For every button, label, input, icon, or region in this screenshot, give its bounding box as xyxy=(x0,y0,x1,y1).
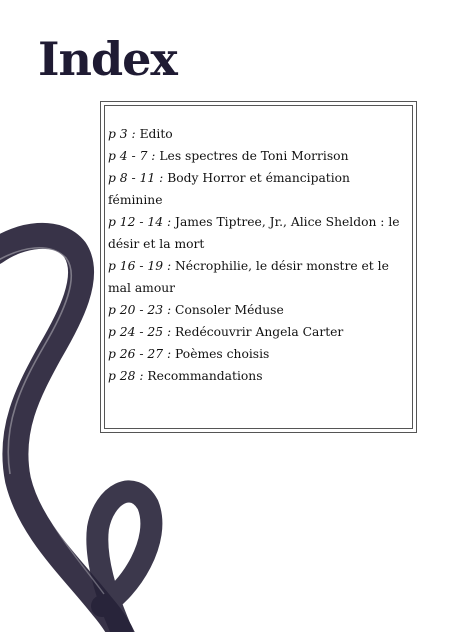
index-entry xyxy=(108,167,408,211)
page-title: Index xyxy=(38,32,177,86)
entry-title: Les spectres de Toni Morrison xyxy=(159,149,349,163)
entry-title: Poèmes choisis xyxy=(175,347,270,361)
index-entries xyxy=(108,123,408,387)
entry-title: Body Horror et émancipation féminine xyxy=(108,171,350,207)
entry-page: p 12 - 14 : xyxy=(108,215,172,229)
entry-page: p 4 - 7 : xyxy=(108,149,156,163)
index-entry xyxy=(108,145,408,167)
entry-page: p 8 - 11 : xyxy=(108,171,164,185)
entry-page: p 28 : xyxy=(108,369,144,383)
entry-title: Edito xyxy=(139,127,173,141)
entry-page: p 20 - 23 : xyxy=(108,303,172,317)
entry-page: p 26 - 27 : xyxy=(108,347,172,361)
index-entry xyxy=(108,365,408,387)
entry-page: p 16 - 19 : xyxy=(108,259,172,273)
entry-title: James Tiptree, Jr., Alice Sheldon : le désir et la mort xyxy=(108,215,400,251)
index-entry xyxy=(108,299,408,321)
entry-page: p 24 - 25 : xyxy=(108,325,172,339)
index-entry xyxy=(108,321,408,343)
entry-page: p 3 : xyxy=(108,127,136,141)
entry-title: Nécrophilie, le désir monstre et le mal amour xyxy=(108,259,389,295)
index-entry xyxy=(108,255,408,299)
entry-title: Consoler Méduse xyxy=(175,303,284,317)
index-entry xyxy=(108,211,408,255)
entry-title: Recommandations xyxy=(147,369,263,383)
index-entry xyxy=(108,123,408,145)
entry-title: Redécouvrir Angela Carter xyxy=(175,325,344,339)
index-entry xyxy=(108,343,408,365)
